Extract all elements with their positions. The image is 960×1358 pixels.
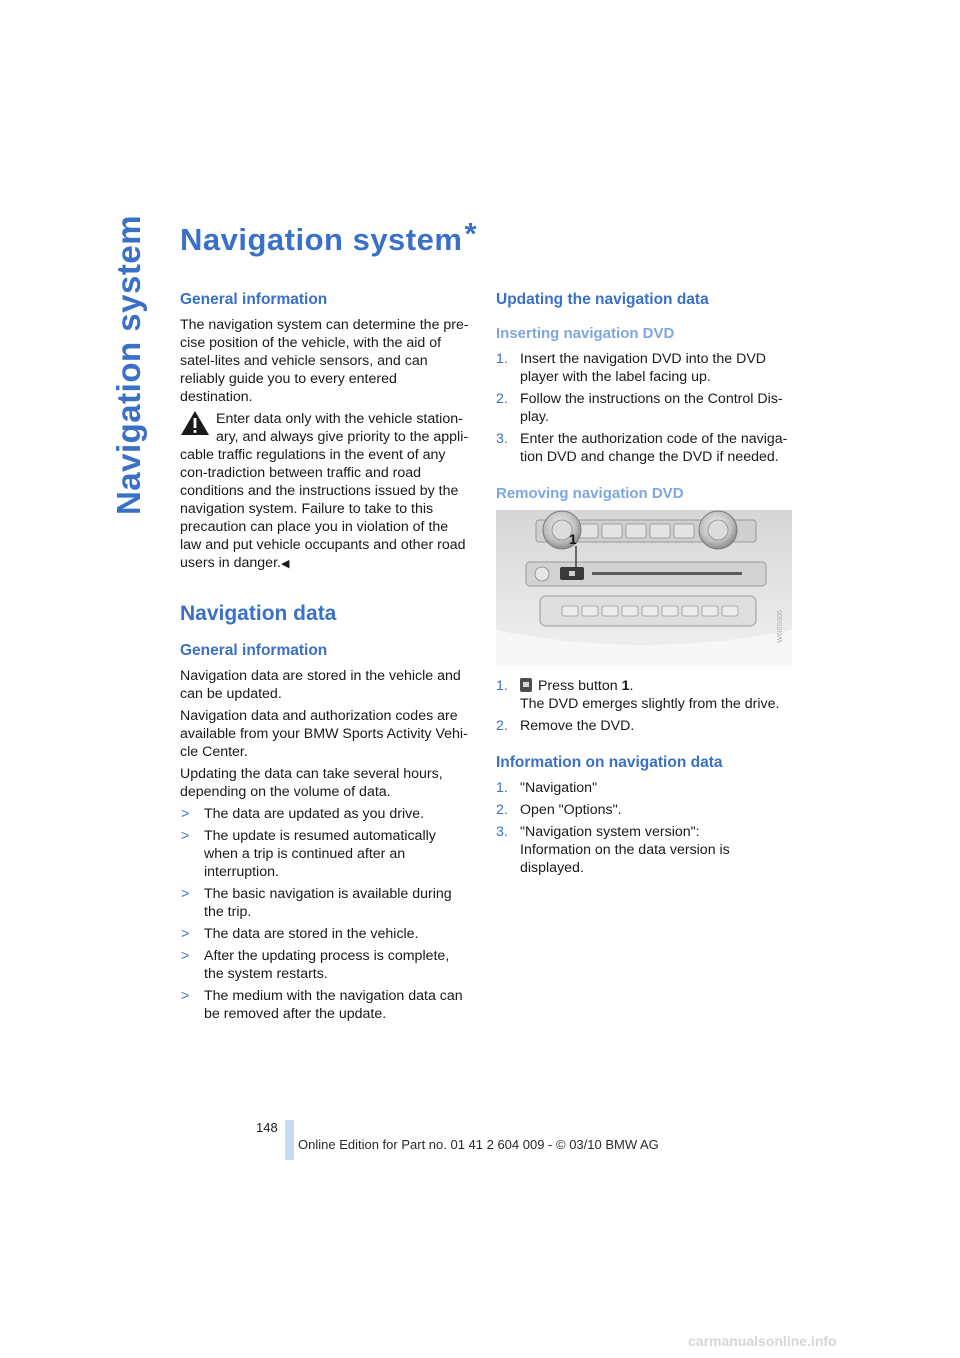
step-reference-number: 1 (621, 678, 630, 694)
list-item (496, 779, 788, 797)
list-item-text: The medium with the navigation data can be removed after the update. (204, 988, 463, 1022)
side-section-tab-label: Navigation system (110, 214, 148, 516)
optional-equipment-star: * (464, 216, 478, 251)
bullet-marker: > (181, 926, 190, 942)
bullet-marker: > (181, 948, 190, 964)
remove-steps-list (496, 677, 788, 735)
list-item-text: After the updating process is complete, the system restarts. (204, 948, 450, 982)
eject-button-icon (520, 678, 532, 692)
step-number: 2. (496, 391, 508, 407)
removing-dvd-heading: Removing navigation DVD (496, 485, 684, 502)
information-heading: Information on navigation data (496, 754, 723, 771)
bullet-marker: > (181, 886, 190, 902)
warning-text: Enter data only with the vehicle station-ary, and always give priority to the appli-cable traffic regulations in the event of any con-tradiction between traffic and road conditions and the instructions issued by the navigation system. Failure to take to this precaution can place you in violation of the law and put vehicle occupants and other road users in danger. (180, 411, 469, 571)
footer-accent-bar (285, 1120, 294, 1160)
general-information-text: The navigation system can determine the pre-cise position of the vehicle, with the aid of satel-lites and vehicle sensors, and can reliably guide you to every entered destination. (180, 317, 469, 405)
warning-triangle-icon (180, 410, 210, 436)
navigation-data-paragraph: Updating the data can take several hours, depending on the volume of data. (180, 766, 443, 800)
step-number: 1. (496, 678, 508, 694)
list-item-text: The data are stored in the vehicle. (204, 926, 419, 942)
step-text: Remove the DVD. (520, 718, 635, 734)
list-item (496, 430, 788, 466)
step-text: Press button (537, 678, 622, 694)
step-text: "Navigation" (520, 780, 598, 796)
bullet-marker: > (181, 806, 190, 822)
step-text: . (629, 678, 634, 694)
step-text: The DVD emerges slightly from the drive. (520, 696, 780, 712)
step-number: 3. (496, 824, 508, 840)
bullet-marker: > (181, 828, 190, 844)
list-item (496, 677, 788, 713)
list-item-text: The update is resumed automatically when a trip is continued after an interruption. (204, 828, 436, 880)
left-column (180, 290, 472, 1027)
list-item-text: The data are updated as you drive. (204, 806, 425, 822)
footer-edition-text: Online Edition for Part no. 01 41 2 604 009 - © 03/10 BMW AG (298, 1137, 659, 1152)
site-watermark: carmanualsonline.info (688, 1333, 837, 1349)
step-text: Insert the navigation DVD into the DVD player with the label facing up. (520, 351, 767, 385)
list-item (180, 947, 472, 983)
end-of-section-marker: ◀ (280, 558, 290, 570)
step-number: 2. (496, 718, 508, 734)
step-text: "Navigation system version": (520, 824, 700, 840)
callout-number: 1 (569, 531, 577, 547)
image-code: W6I0S006 (777, 610, 784, 643)
general-information-heading: General information (180, 291, 328, 308)
list-item (496, 717, 788, 735)
step-number: 1. (496, 351, 508, 367)
step-number: 1. (496, 780, 508, 796)
info-steps-list (496, 779, 788, 877)
inserting-dvd-heading: Inserting navigation DVD (496, 325, 675, 342)
step-number: 2. (496, 802, 508, 818)
list-item (496, 350, 788, 386)
list-item (180, 925, 472, 943)
side-section-tab (104, 214, 154, 516)
bullet-marker: > (181, 988, 190, 1004)
step-text: Open "Options". (520, 802, 622, 818)
list-item (496, 390, 788, 426)
list-item (180, 987, 472, 1023)
step-text: Information on the data version is displayed. (520, 842, 730, 876)
right-column (496, 290, 788, 881)
step-number: 3. (496, 431, 508, 447)
step-text: Enter the authorization code of the naviga-tion DVD and change the DVD if needed. (520, 431, 788, 465)
list-item (180, 805, 472, 823)
list-item (496, 801, 788, 819)
page-number: 148 (256, 1120, 278, 1135)
list-item (180, 827, 472, 881)
update-facts-list (180, 805, 472, 1023)
dvd-player-photo (496, 510, 792, 665)
insert-steps-list (496, 350, 788, 466)
list-item (180, 885, 472, 921)
step-text: Follow the instructions on the Control Dis-play. (520, 391, 783, 425)
navigation-data-general-heading: General information (180, 642, 328, 659)
list-item (496, 823, 788, 877)
page-title-text: Navigation system (180, 222, 463, 257)
page-title (180, 216, 478, 258)
list-item-text: The basic navigation is available during the trip. (204, 886, 452, 920)
navigation-data-heading: Navigation data (180, 602, 337, 625)
warning-notice (180, 410, 472, 573)
navigation-data-paragraph: Navigation data are stored in the vehicle and can be updated. (180, 668, 461, 702)
navigation-data-paragraph: Navigation data and authorization codes are available from your BMW Sports Activity Vehi-cle Center. (180, 708, 468, 760)
updating-heading: Updating the navigation data (496, 291, 709, 308)
dvd-player-illustration (496, 510, 792, 665)
